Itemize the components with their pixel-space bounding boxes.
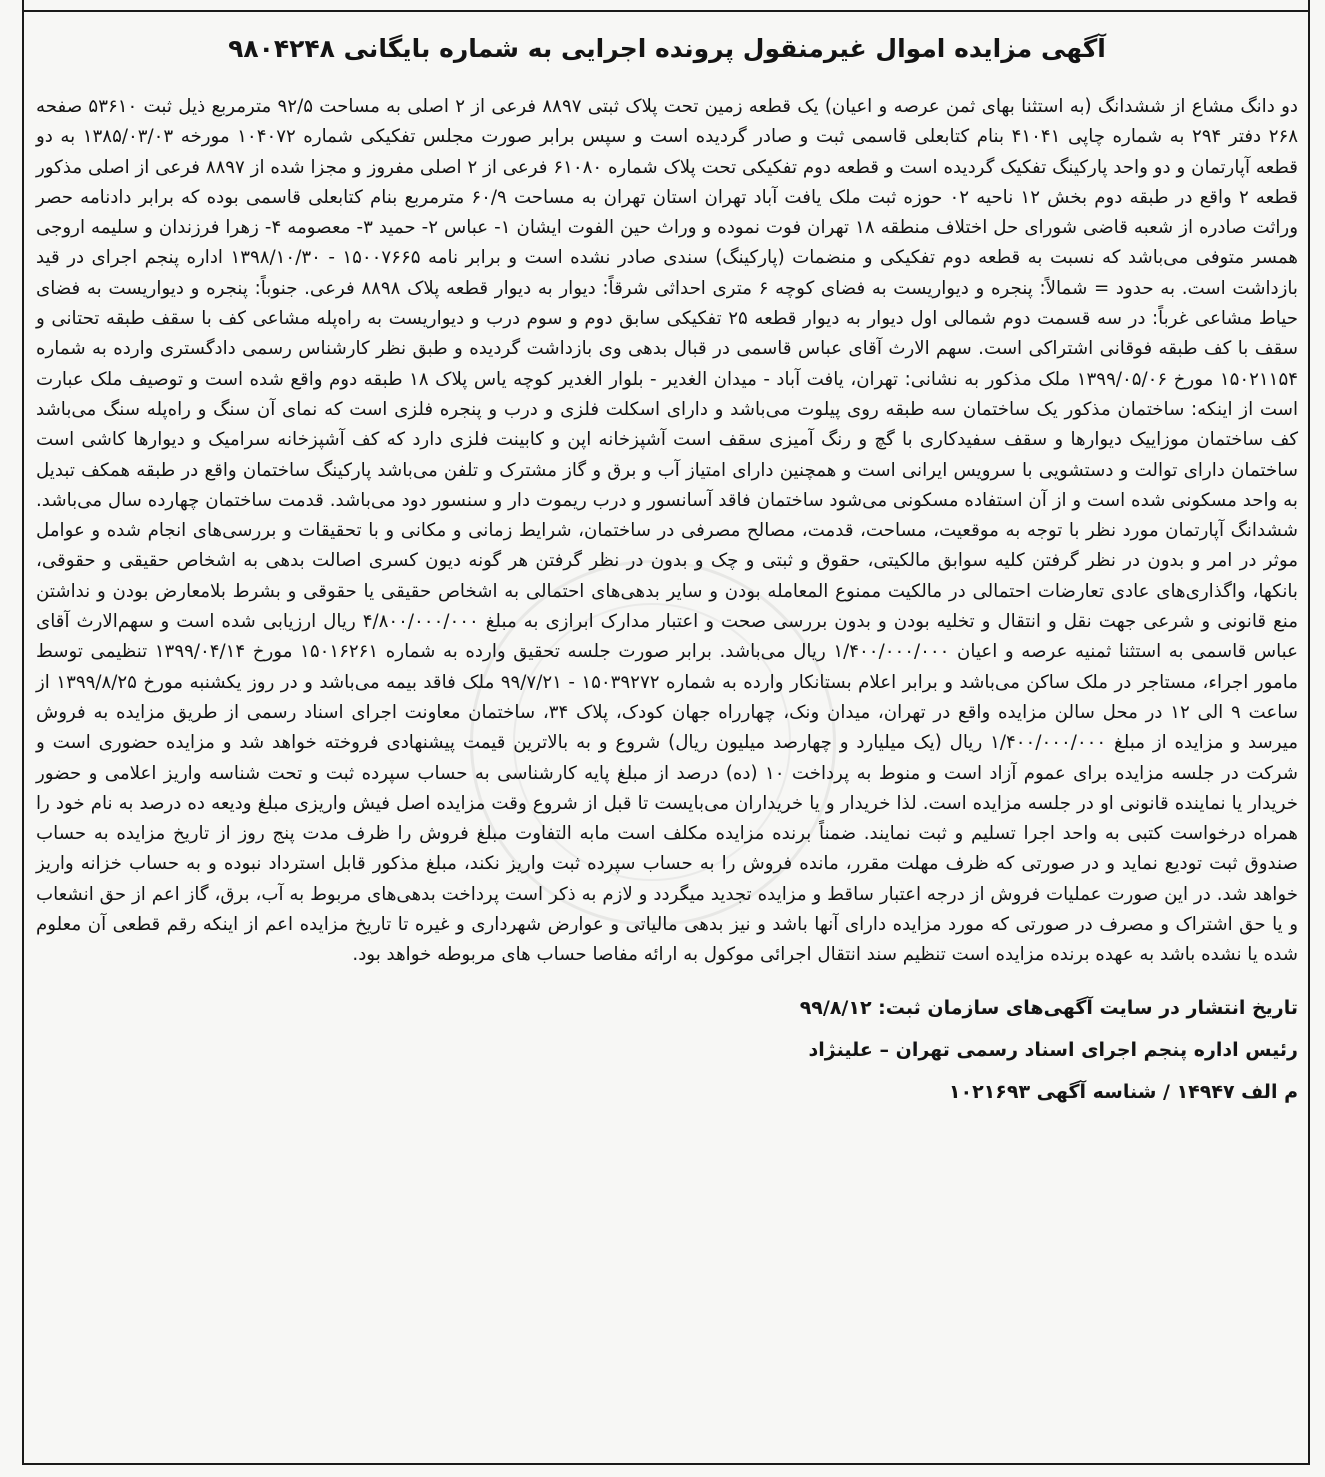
signatory-line: رئیس اداره پنجم اجرای اسناد رسمی تهران – علینژاد bbox=[808, 1038, 1298, 1061]
notice-title: آگهی مزایده اموال غیرمنقول پرونده اجرایی به شماره بایگانی ۹۸۰۴۲۴۸ bbox=[228, 34, 1106, 63]
reference-line: م الف ۱۴۹۴۷ / شناسه آگهی ۱۰۲۱۶۹۳ bbox=[948, 1080, 1298, 1103]
notice-footer bbox=[36, 987, 1298, 1113]
top-border bbox=[22, 0, 1310, 10]
publish-date-line: تاریخ انتشار در سایت آگهی‌های سازمان ثبت: ۹۹/۸/۱۲ bbox=[799, 996, 1298, 1019]
auction-notice bbox=[36, 24, 1298, 1113]
notice-body: دو دانگ مشاع از ششدانگ (به استثنا بهای ثمن عرصه و اعیان) یک قطعه زمین تحت پلاک ثبتی ۸۸۹۷ فرعی از ۲ اصلی به مساحت ۹۲/۵ مترمربع ذیل ثبت ۵۳۶۱۰ صفحه ۲۶۸ دفتر ۲۹۴ به شماره چاپی ۴۱۰۴۱ بنام کتابعلی قاسمی ثبت و صادر گردیده است و سپس برابر صورت مجلس تفکیکی شماره ۱۰۴۰۷۲ مورخه ۱۳۸۵/۰۳/۰۳ به دو قطعه آپارتمان و دو واحد پارکینگ تفکیک گردیده است و قطعه دوم تفکیکی تحت پلاک شماره ۶۱۰۸۰ فرعی از ۲ اصلی مفروز و مجزا شده از ۸۸۹۷ فرعی از اصلی مذکور قطعه ۲ واقع در طبقه دوم بخش ۱۲ ناحیه ۰۲ حوزه ثبت ملک یافت آباد تهران استان تهران به مساحت ۶۰/۹ مترمربع بنام کتابعلی قاسمی بوده که برابر دادنامه حصر وراثت صادره از شعبه قاضی شورای حل اختلاف منطقه ۱۸ تهران فوت نموده و وراث حین الفوت ایشان ۱- عباس ۲- حمید ۳- معصومه ۴- زهرا فرزندان و سلیمه اروجی همسر متوفی می‌باشد که نسبت به قطعه دوم تفکیکی و منضمات (پارکینگ) سندی صادر نشده است و برابر نامه ۱۵۰۰۷۶۶۵ - ۱۳۹۸/۱۰/۳۰ اداره پنجم اجرای در قید بازداشت است. به حدود = شمالاً: پنجره و دیواریست به فضای کوچه ۶ متری احداثی شرقاً: دیوار به دیوار قطعه پلاک ۸۸۹۸ فرعی. جنوباً: پنجره و دیواریست به فضای حیاط مشاعی غرباً: در سه قسمت دوم شمالی اول دیوار به دیوار قطعه ۲۵ تفکیکی سابق دوم و سوم درب و دیواریست به راه‌پله مشاعی کف با سقف طبقه تحتانی و سقف با کف طبقه فوقانی اشتراکی است. سهم الارث آقای عباس قاسمی در قبال بدهی وی بازداشت گردیده و طبق نظر کارشناس رسمی دادگستری وارده به شماره ۱۵۰۲۱۱۵۴ مورخ ۱۳۹۹/۰۵/۰۶ ملک مذکور به نشانی: تهران، یافت آباد - میدان الغدیر - بلوار الغدیر کوچه یاس پلاک ۱۸ طبقه دوم واقع شده است و توصیف ملک عبارت است از اینکه: ساختمان مذکور یک ساختمان سه طبقه روی پیلوت می‌باشد و دارای اسکلت فلزی و درب و پنجره فلزی است که نمای آن سنگ و راه‌پله سنگ می‌باشد کف ساختمان موزاییک دیوارها و سقف سفیدکاری با گچ و رنگ آمیزی سقف است آشپزخانه اپن و کابینت فلزی دارد که کف آشپزخانه سرامیک و دیوارها کاشی است ساختمان دارای توالت و دستشویی با سرویس ایرانی است و همچنین دارای امتیاز آب و برق و گاز مشترک و تلفن می‌باشد پارکینگ ساختمان واقع در طبقه همکف تبدیل به واحد مسکونی شده است و از آن استفاده مسکونی می‌شود ساختمان فاقد آسانسور و درب ریموت دار و سنسور دود می‌باشد. قدمت ساختمان چهارده سال می‌باشد. ششدانگ آپارتمان مورد نظر با توجه به موقعیت، مساحت، قدمت، مصالح مصرفی در ساختمان، شرایط زمانی و مکانی و با تحقیقات و بررسی‌های انجام شده و عوامل موثر در امر و بدون در نظر گرفتن کلیه سوابق مالکیتی، حقوق و ثبتی و چک و بدون در نظر گرفتن هر گونه دیون کسری اصالت بدهی به اشخاص حقیقی و حقوقی، بانکها، واگذاری‌های عادی تعارضات احتمالی در مالکیت ممنوع المعامله بودن و سایر بدهی‌های احتمالی به اشخاص حقیقی یا حقوقی و بشرط بلامعارض بودن و نداشتن منع قانونی و شرعی جهت نقل و انتقال و تخلیه بودن و بدون بررسی صحت و اعتبار مدارک ابرازی به مبلغ ۴/۸۰۰/۰۰۰/۰۰۰ ریال ارزیابی شده است و سهم‌الارث آقای عباس قاسمی به استثنا ثمنیه عرصه و اعیان ۱/۴۰۰/۰۰۰/۰۰۰ ریال می‌باشد. برابر صورت جلسه تحقیق وارده به شماره ۱۵۰۱۶۲۶۱ مورخ ۱۳۹۹/۰۴/۱۴ تنظیمی توسط مامور اجراء، مستاجر در ملک ساکن می‌باشد و برابر اعلام بستانکار وارده به شماره ۱۵۰۳۹۲۷۲ - ۹۹/۷/۲۱ ملک فاقد بیمه می‌باشد و در روز یکشنبه مورخ ۱۳۹۹/۸/۲۵ از ساعت ۹ الی ۱۲ در محل سالن مزایده واقع در تهران، میدان ونک، چهارراه جهان کودک، پلاک ۳۴، ساختمان معاونت اجرای اسناد رسمی از طریق مزایده به فروش میرسد و مزایده از مبلغ ۱/۴۰۰/۰۰۰/۰۰۰ ریال (یک میلیارد و چهارصد میلیون ریال) شروع و به بالاترین قیمت پیشنهادی فروخته خواهد شد و مزایده حضوری است و شرکت در جلسه مزایده برای عموم آزاد است و منوط به پرداخت ۱۰ (ده) درصد از مبلغ پایه کارشناسی به حساب سپرده ثبت و تحت شناسه واریز اعلامی و حضور خریدار یا نماینده قانونی او در جلسه مزایده است. لذا خریدار و یا خریداران می‌بایست تا قبل از شروع وقت مزایده اصل فیش واریزی مبلغ ودیعه ده درصد به نام خود را همراه درخواست کتبی به واحد اجرا تسلیم و ثبت نمایند. ضمناً برنده مزایده مکلف است مابه التفاوت مبلغ فروش را ظرف مدت پنج روز از تاریخ مزایده به حساب صندوق ثبت تودیع نماید و در صورتی که ظرف مهلت مقرر، مانده فروش را به حساب سپرده ثبت واریز نکند، مبلغ مذکور قابل استرداد نبوده و به حساب خزانه واریز خواهد شد. در این صورت عملیات فروش از درجه اعتبار ساقط و مزایده تجدید میگردد و لازم به ذکر است پرداخت بدهی‌های مربوط به آب، برق، گاز اعم از حق انشعاب و یا حق اشتراک و مصرف در صورتی که مورد مزایده دارای آنها باشد و نیز بدهی مالیاتی و عوارض شهرداری و غیره تا تاریخ مزایده اعم از اینکه رقم قطعی آن معلوم شده یا نشده باشد به عهده برنده مزایده است تنظیم سند انتقال اجرائی موکول به ارائه مفاصا حساب های مربوطه خواهد بود. bbox=[36, 96, 1299, 966]
